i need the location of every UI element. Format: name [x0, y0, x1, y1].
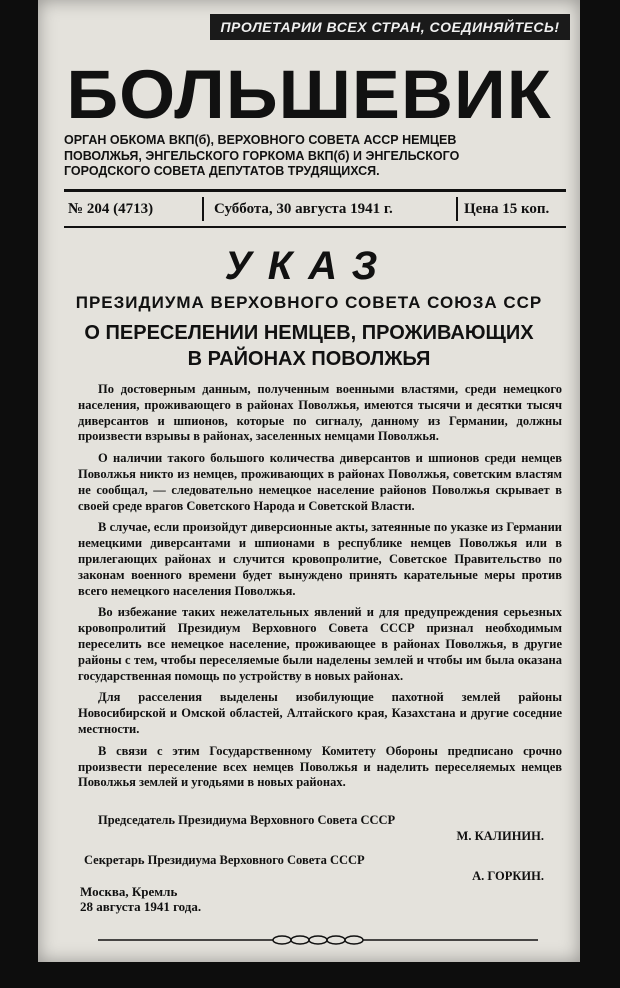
signing-date: 28 августа 1941 года.	[80, 899, 202, 914]
publisher-statement	[64, 133, 564, 180]
divider	[64, 226, 566, 228]
organ-line: ПОВОЛЖЬЯ, ЭНГЕЛЬСКОГО ГОРКОМА ВКП(б) И ЭНГЕЛЬСКОГО	[64, 148, 460, 163]
paragraph: По достоверным данным, полученным военными властями, среди немецкого населения, проживающего в районах Поволжья, имеются тысячи и десятки тысяч диверсантов и шпионов, которые по сигналу, данному из Германии, должны произвести взрывы в районах, заселенных немцами Поволжья.	[78, 382, 562, 444]
divider	[456, 197, 458, 221]
place: Москва, Кремль	[80, 884, 178, 899]
paragraph: Во избежание таких нежелательных явлений и для предупреждения серьезных кровопролитий Президиум Верховного Совета СССР признал необходимым переселить все немецкое население, проживающее в районах Поволжья, в другие районы с тем, чтобы переселяемые были наделены землей и чтобы им была оказана государственная помощь по устройству в новых районах.	[78, 605, 562, 683]
ornament-divider	[98, 932, 538, 948]
decree-title: УКАЗ	[224, 244, 394, 288]
paragraph: В случае, если произойдут диверсионные акты, затеянные по указке из Германии немецкими диверсантами и шпионами в республике немцев Поволжья или в прилегающих районах и случится кровопролитие, Советское Правительство по законам военного времени будет вынуждено принять карательные меры против всего немецкого населения Поволжья.	[78, 520, 562, 598]
signature-title: Секретарь Президиума Верховного Совета СССР	[84, 853, 365, 867]
secretary-signature	[84, 852, 558, 884]
signature-name: А. ГОРКИН.	[472, 869, 544, 883]
organ-line: ГОРОДСКОГО СОВЕТА ДЕПУТАТОВ ТРУДЯЩИХСЯ.	[64, 164, 380, 178]
organ-line: ОРГАН ОБКОМА ВКП(б), ВЕРХОВНОГО СОВЕТА АССР НЕМЦЕВ	[64, 133, 457, 147]
signature-name: М. КАЛИНИН.	[456, 829, 544, 843]
paragraph: В связи с этим Государственному Комитету Обороны предписано срочно произвести переселение всех немцев Поволжья и наделить переселяемых немцев Поволжья землей и угодьями в новых районах.	[78, 743, 562, 790]
decree-heading	[58, 320, 560, 372]
issue-info-bar	[64, 195, 566, 223]
motto-banner: ПРОЛЕТАРИИ ВСЕХ СТРАН, СОЕДИНЯЙТЕСЬ!	[210, 14, 570, 40]
decree-body	[78, 382, 562, 797]
newspaper-masthead: БОЛЬШЕВИК	[66, 57, 552, 133]
paragraph: О наличии такого большого количества диверсантов и шпионов среди немцев Поволжья никто из немцев, проживающих в районах Поволжья, советским властям не сообщал, — следовательно немецкое население районов Поволжья скрывает в своей среде врагов Советского Народа и Советской Власти.	[78, 451, 562, 513]
decree-subtitle: ПРЕЗИДИУМА ВЕРХОВНОГО СОВЕТА СОЮЗА ССР	[75, 293, 543, 312]
heading-line: О ПЕРЕСЕЛЕНИИ НЕМЦЕВ, ПРОЖИВАЮЩИХ	[84, 322, 534, 344]
heading-line: В РАЙОНАХ ПОВОЛЖЬЯ	[187, 348, 431, 370]
issue-date: Суббота, 30 августа 1941 г.	[214, 201, 393, 217]
chairman-signature	[98, 812, 558, 844]
divider	[64, 189, 566, 192]
issue-price: Цена 15 коп.	[464, 201, 550, 217]
signature-title: Председатель Президиума Верховного Совета СССР	[98, 813, 396, 827]
divider	[202, 197, 204, 221]
newspaper-page	[38, 0, 580, 962]
issue-number: № 204 (4713)	[68, 201, 154, 217]
paragraph: Для расселения выделены изобилующие пахотной землей районы Новосибирской и Омской областей, Алтайского края, Казахстана и другие соседние местности.	[78, 690, 562, 736]
place-and-date	[80, 884, 201, 914]
